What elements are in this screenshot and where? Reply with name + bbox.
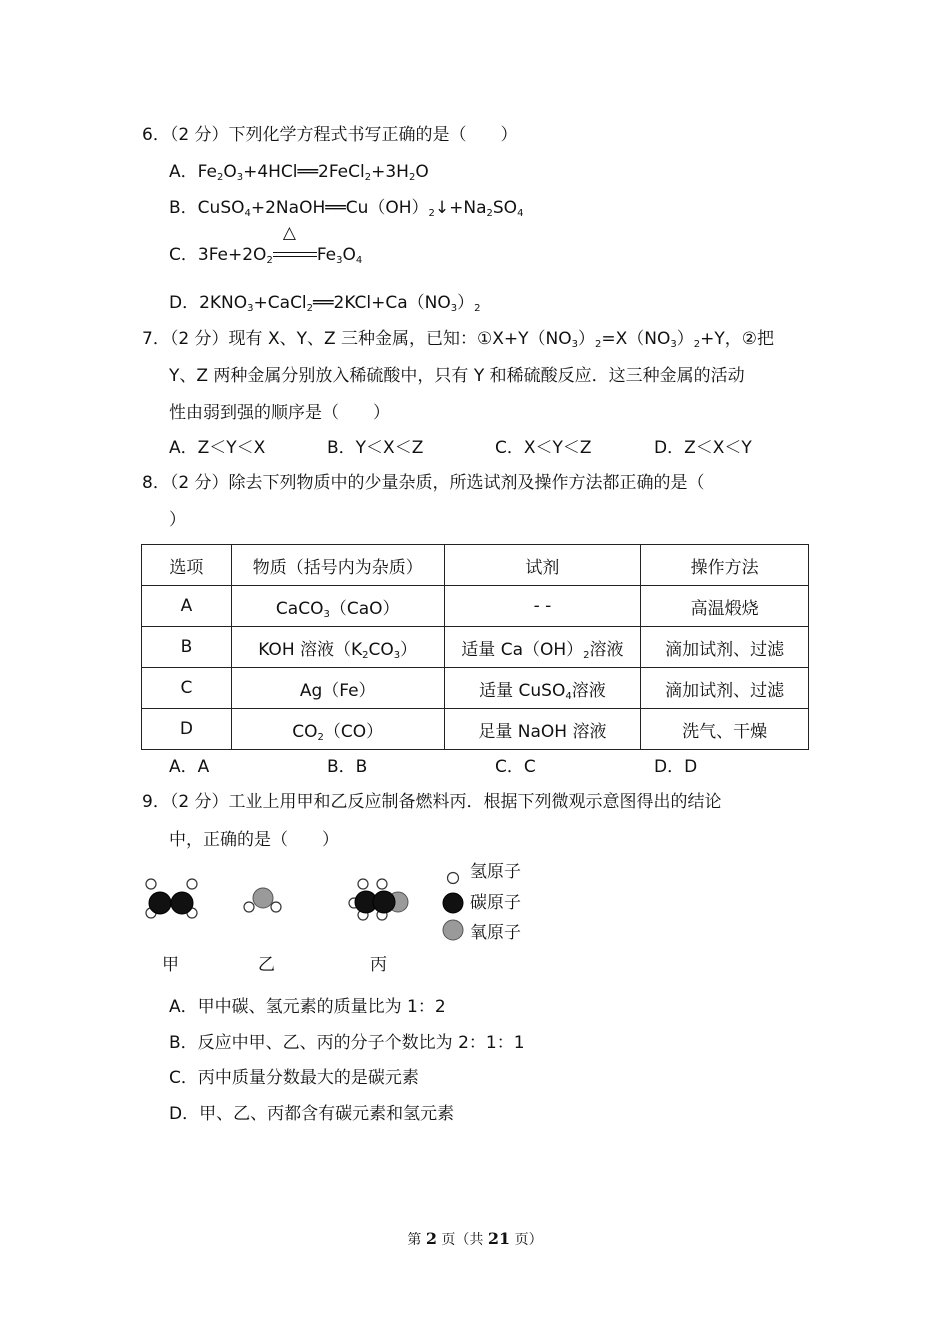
q9-option-d: D．甲、乙、丙都含有碳元素和氢元素 bbox=[169, 1104, 455, 1124]
hydrogen-atom bbox=[187, 879, 197, 889]
molecule-jia-diagram bbox=[140, 872, 210, 928]
legend-oxygen-label: 氧原子 bbox=[470, 923, 521, 943]
q9-option-c: C．丙中质量分数最大的是碳元素 bbox=[169, 1068, 419, 1088]
header-reagent: 试剂 bbox=[444, 545, 641, 586]
q6-option-a: A．$Fe_2O_3+4HCl══2FeCl_2+3H_2O$ bbox=[169, 162, 429, 183]
row-substance: KOH 溶液$(K_2CO_3)$ bbox=[231, 627, 444, 668]
q9-option-a: A．甲中碳、氢元素的质量比为 1：2 bbox=[169, 997, 446, 1017]
heating-condition: △ bbox=[282, 223, 296, 243]
q7-stem-line3: 性由弱到强的顺序是（ ） bbox=[169, 403, 390, 423]
header-substance: 物质（括号内为杂质） bbox=[231, 545, 444, 586]
q8-option-b: B．B bbox=[327, 757, 368, 777]
row-method: 高温煅烧 bbox=[641, 586, 809, 627]
q7-stem-line2: Y、Z 两种金属分别放入稀硫酸中，只有 Y 和稀硫酸反应．这三种金属的活动 bbox=[169, 366, 745, 386]
row-substance: Ag（Fe） bbox=[231, 668, 444, 709]
hydrogen-atom bbox=[244, 902, 254, 912]
table-row bbox=[142, 586, 809, 627]
row-method: 洗气、干燥 bbox=[641, 709, 809, 750]
oxygen-legend-icon bbox=[443, 920, 463, 940]
oxygen-atom bbox=[253, 888, 273, 908]
header-option: 选项 bbox=[142, 545, 232, 586]
molecule-jia-label: 甲 bbox=[162, 955, 179, 975]
q9-stem-line2: 中，正确的是（ ） bbox=[169, 830, 339, 850]
table-header-row bbox=[142, 545, 809, 586]
molecule-yi-label: 乙 bbox=[258, 955, 275, 975]
row-option: A bbox=[142, 586, 232, 627]
q8-option-c: C．C bbox=[495, 757, 536, 777]
header-method: 操作方法 bbox=[641, 545, 809, 586]
hydrogen-atom bbox=[271, 902, 281, 912]
carbon-atom bbox=[373, 891, 395, 913]
molecule-bing-diagram bbox=[344, 872, 418, 928]
row-substance: CaCO$_3$（CaO） bbox=[231, 586, 444, 627]
q8-option-a: A．A bbox=[169, 757, 210, 777]
hydrogen-atom bbox=[358, 879, 368, 889]
q8-stem-line1: 8．（2 分）除去下列物质中的少量杂质，所选试剂及操作方法都正确的是（ bbox=[142, 473, 705, 493]
legend-hydrogen-label: 氢原子 bbox=[470, 862, 521, 882]
atom-legend-icons bbox=[440, 867, 468, 943]
row-reagent: 适量 $Ca(OH)_2$溶液 bbox=[444, 627, 641, 668]
carbon-atom bbox=[149, 892, 171, 914]
table-row bbox=[142, 668, 809, 709]
hydrogen-atom bbox=[377, 879, 387, 889]
q9-stem-line1: 9．（2 分）工业上用甲和乙反应制备燃料丙．根据下列微观示意图得出的结论 bbox=[142, 792, 722, 812]
q7-option-c: C．X＜Y＜Z bbox=[495, 438, 592, 458]
carbon-legend-icon bbox=[443, 893, 463, 913]
page-total: 21 bbox=[487, 1229, 511, 1248]
table-row bbox=[142, 709, 809, 750]
row-method: 滴加试剂、过滤 bbox=[641, 627, 809, 668]
heating-equal-sign bbox=[273, 223, 317, 260]
row-method: 滴加试剂、过滤 bbox=[641, 668, 809, 709]
q7-option-b: B．Y＜X＜Z bbox=[327, 438, 424, 458]
molecule-bing-label: 丙 bbox=[370, 955, 387, 975]
q7-option-a: A．Z＜Y＜X bbox=[169, 438, 266, 458]
molecule-yi-diagram bbox=[238, 880, 290, 920]
row-option: B bbox=[142, 627, 232, 668]
row-reagent: - - bbox=[444, 586, 641, 627]
row-substance: $CO_2(CO)$ bbox=[231, 709, 444, 750]
page-number: 2 bbox=[425, 1229, 437, 1248]
table-row bbox=[142, 627, 809, 668]
q6-option-c: C．$3Fe+2O_2$ △ $Fe_3O_4$ bbox=[169, 223, 363, 266]
hydrogen-atom bbox=[146, 879, 156, 889]
row-reagent: 足量 NaOH 溶液 bbox=[444, 709, 641, 750]
legend-carbon-label: 碳原子 bbox=[470, 893, 521, 913]
q7-option-d: D．Z＜X＜Y bbox=[654, 438, 752, 458]
q8-table bbox=[141, 544, 809, 750]
q8-option-d: D．D bbox=[654, 757, 698, 777]
page-footer: 第 2 页（共 21 页） bbox=[407, 1229, 543, 1248]
q7-stem-line1: 7．（2 分）现有 X、Y、Z 三种金属，已知：$①X+Y(NO_3)_2=X(NO_3)_2+Y$，②把 bbox=[142, 329, 775, 350]
hydrogen-legend-icon bbox=[448, 873, 459, 884]
row-option: D bbox=[142, 709, 232, 750]
row-option: C bbox=[142, 668, 232, 709]
q6-option-d: D．$2KNO_3+CaCl_2══2KCl+Ca(NO_3)_2$ bbox=[169, 293, 481, 314]
q6-option-b: B．$CuSO_4+2NaOH══Cu(OH)_2↓+Na_2SO_4$ bbox=[169, 198, 524, 219]
q9-option-b: B．反应中甲、乙、丙的分子个数比为 2：1：1 bbox=[169, 1033, 525, 1053]
carbon-atom bbox=[171, 892, 193, 914]
q6-stem: 6．（2 分）下列化学方程式书写正确的是（ ） bbox=[142, 125, 518, 145]
row-reagent: 适量 CuSO$_4$溶液 bbox=[444, 668, 641, 709]
q8-stem-line2: ） bbox=[169, 510, 186, 530]
